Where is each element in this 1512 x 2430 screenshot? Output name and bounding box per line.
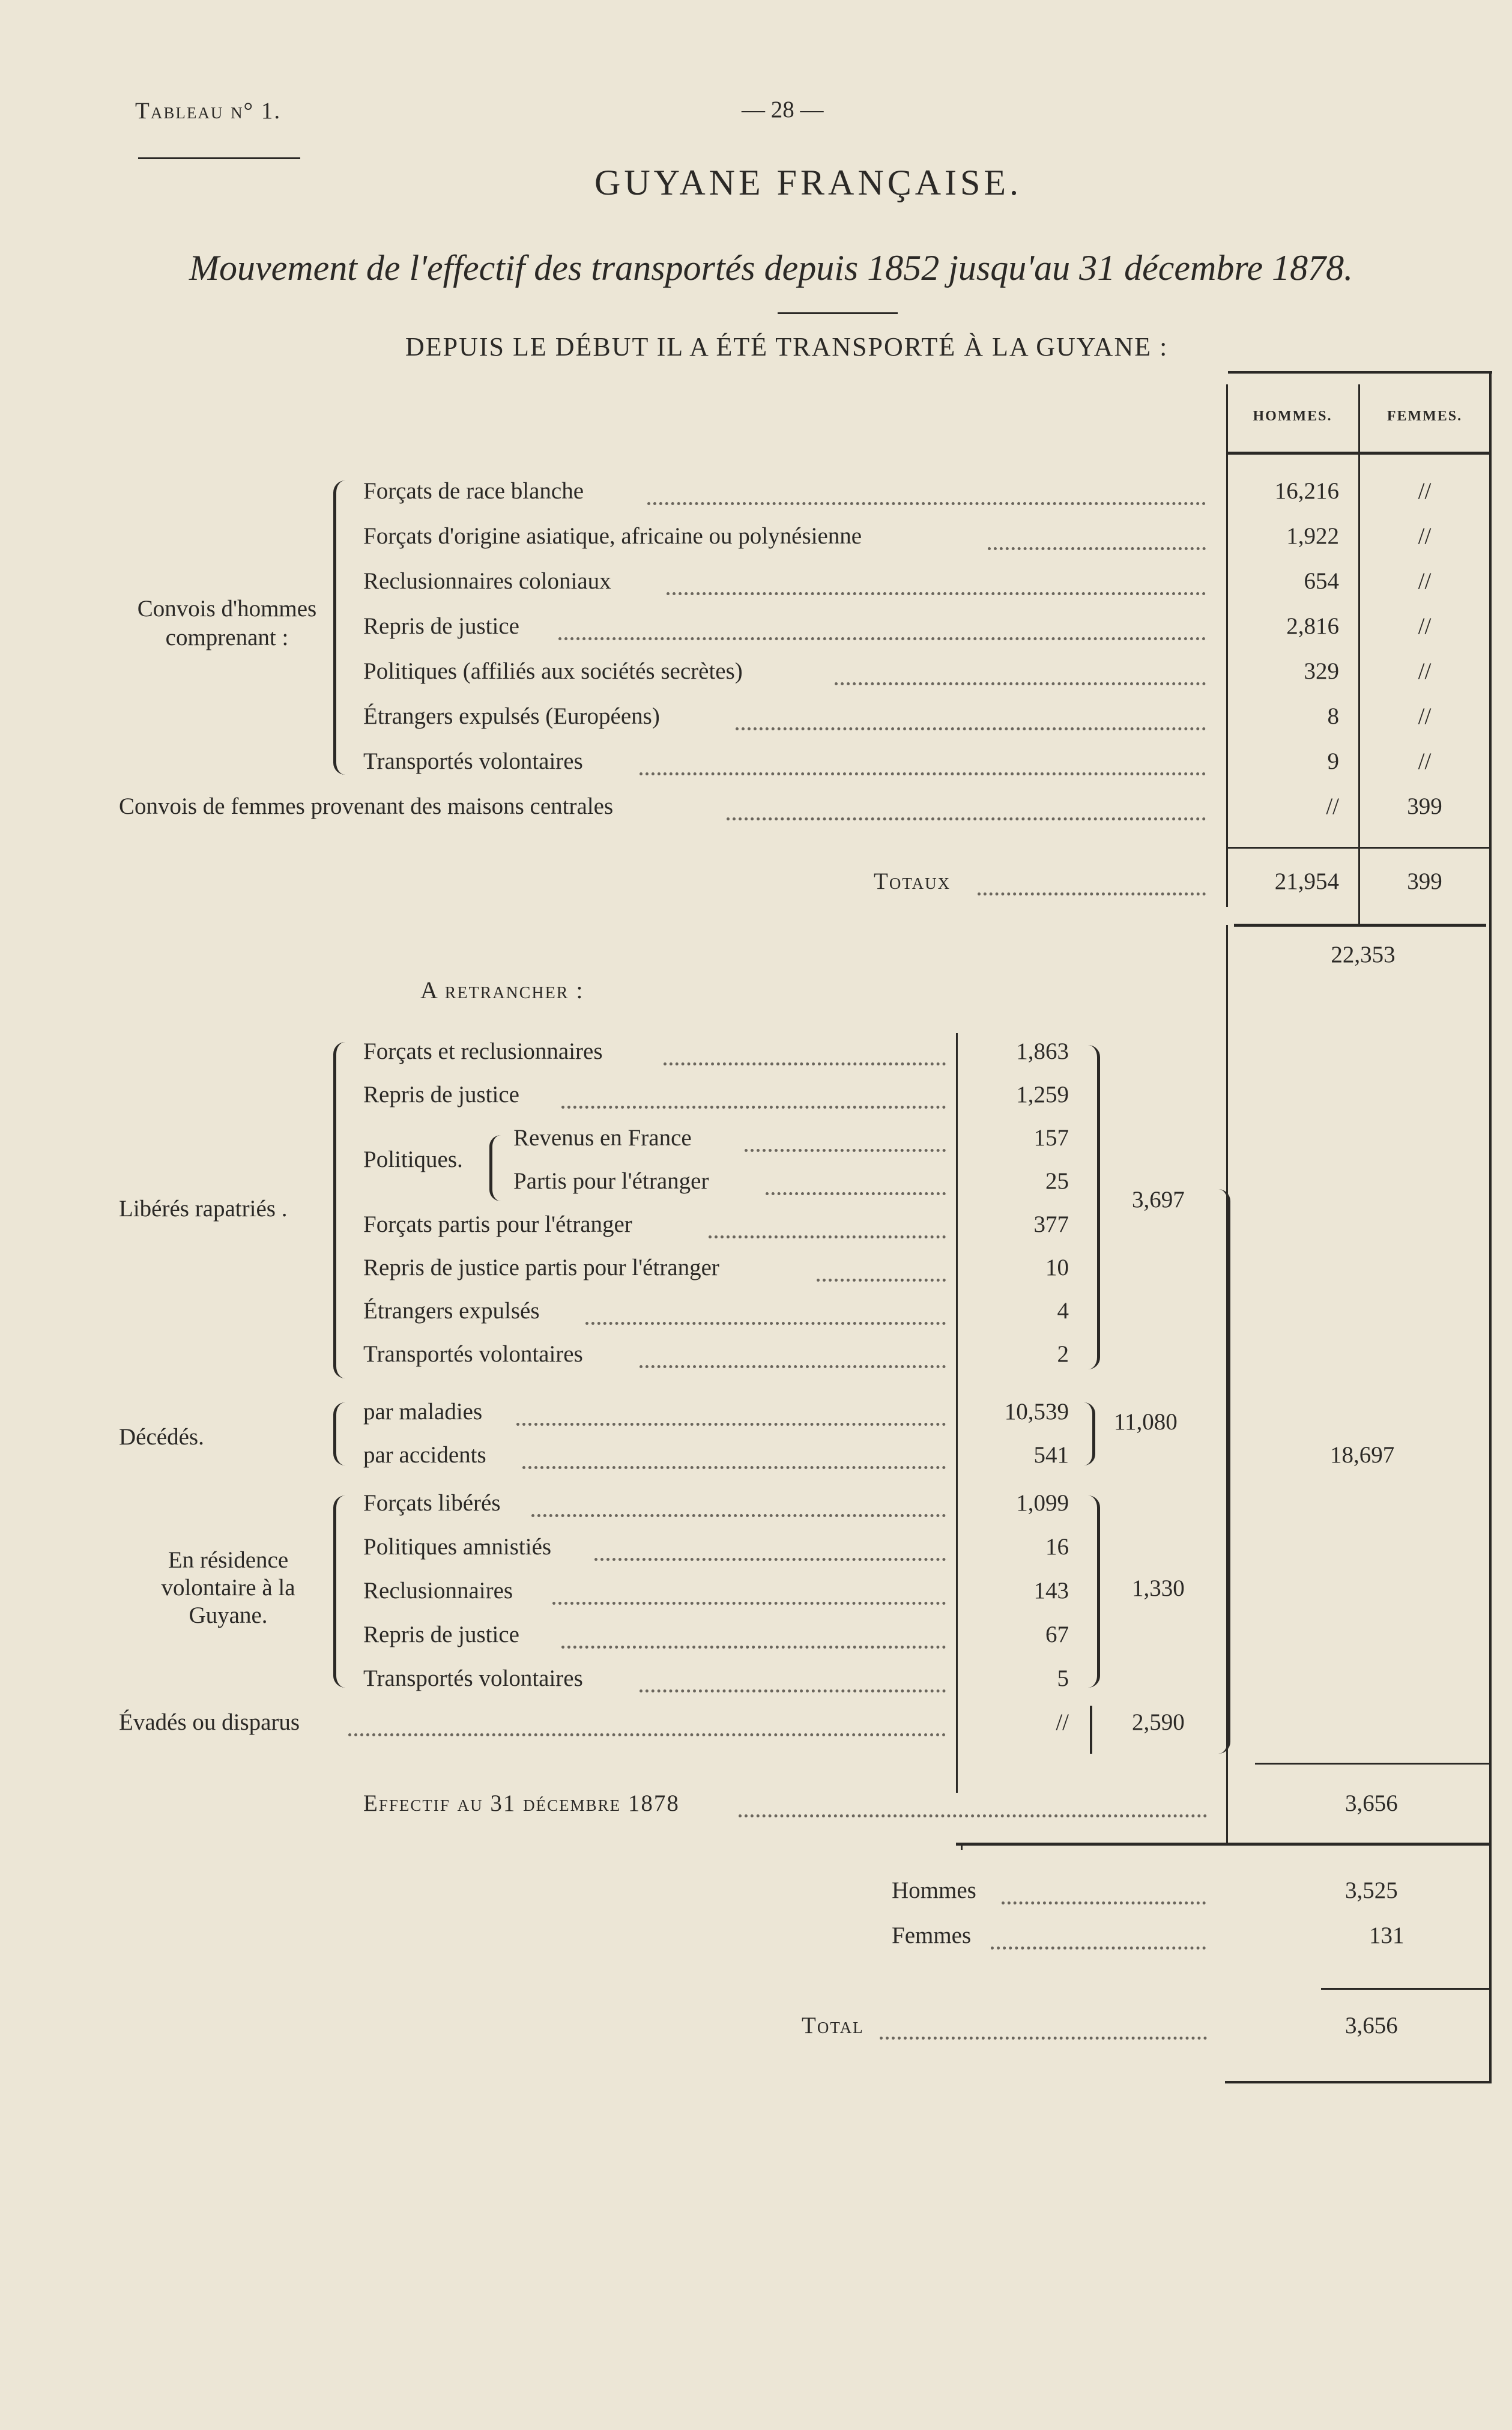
value-cell: 1,099 bbox=[1016, 1490, 1069, 1516]
totaux-hommes: 21,954 bbox=[1274, 868, 1339, 894]
value-cell: 143 bbox=[1033, 1578, 1069, 1604]
value-cell: 1,863 bbox=[1016, 1038, 1069, 1064]
femmes-value: // bbox=[1418, 703, 1432, 729]
femmes-value: // bbox=[1418, 478, 1432, 504]
effectif-bottom-rule bbox=[956, 1843, 1490, 1846]
value-cell: 1,259 bbox=[1016, 1082, 1069, 1107]
effectif-top-rule bbox=[1255, 1763, 1489, 1765]
convois-brace bbox=[333, 480, 348, 775]
tableau-label: Tableau n° 1. bbox=[135, 98, 282, 124]
liberes-right-brace bbox=[1084, 1045, 1100, 1369]
page-title: GUYANE FRANÇAISE. bbox=[594, 163, 1023, 202]
frame-top bbox=[1228, 371, 1492, 374]
frame-bottom bbox=[1225, 2081, 1492, 2083]
value-cell: 2 bbox=[1057, 1341, 1069, 1367]
value-cell: 5 bbox=[1057, 1665, 1069, 1691]
effectif-hommes-value: 3,525 bbox=[1345, 1877, 1398, 1903]
col-divider-mid bbox=[1358, 384, 1360, 925]
value-cell: 541 bbox=[1033, 1442, 1069, 1468]
grand-total-rule bbox=[1234, 924, 1486, 927]
evades-subtotal: 2,590 bbox=[1132, 1709, 1185, 1735]
liberes-label: Libérés rapatriés . bbox=[119, 1196, 288, 1222]
hommes-value: 654 bbox=[1304, 568, 1339, 594]
residence-right-brace bbox=[1084, 1495, 1100, 1688]
residence-brace bbox=[333, 1495, 348, 1688]
totaux-femmes: 399 bbox=[1407, 868, 1442, 894]
ornament-rule bbox=[138, 157, 300, 159]
col-header-femmes: FEMMES. bbox=[1387, 408, 1463, 424]
femmes-value: 399 bbox=[1407, 793, 1442, 819]
liberes-subtotal: 3,697 bbox=[1132, 1187, 1185, 1213]
liberes-brace bbox=[333, 1042, 348, 1378]
decedes-brace bbox=[333, 1402, 346, 1465]
femmes-value: // bbox=[1418, 613, 1432, 639]
effectif-value: 3,656 bbox=[1345, 1790, 1398, 1816]
hommes-value: 8 bbox=[1327, 703, 1339, 729]
retranche-big-brace bbox=[1213, 1189, 1230, 1754]
page-subtitle: Mouvement de l'effectif des transportés depuis 1852 jusqu'au 31 décembre 1878. bbox=[189, 248, 1353, 288]
value-cell: 10,539 bbox=[1004, 1399, 1069, 1425]
grand-total: 22,353 bbox=[1331, 942, 1396, 968]
totaux-rule bbox=[1228, 847, 1489, 849]
hommes-value: 329 bbox=[1304, 658, 1339, 684]
residence-label: En résidence volontaire à la Guyane. bbox=[161, 1547, 295, 1628]
col-header-hommes: HOMMES. bbox=[1253, 408, 1332, 424]
hommes-value: 16,216 bbox=[1274, 478, 1339, 504]
value-cell: // bbox=[1056, 1709, 1069, 1735]
decedes-right-brace bbox=[1084, 1402, 1095, 1465]
effectif-total-value: 3,656 bbox=[1345, 2013, 1398, 2038]
decedes-subtotal: 11,080 bbox=[1114, 1409, 1178, 1435]
hommes-value: // bbox=[1326, 793, 1339, 819]
col-divider-values bbox=[956, 1033, 958, 1793]
femmes-value: // bbox=[1418, 658, 1432, 684]
value-cell: 10 bbox=[1045, 1255, 1069, 1280]
decedes-label: Décédés. bbox=[119, 1424, 204, 1450]
hommes-value: 2,816 bbox=[1286, 613, 1339, 639]
col-divider-left bbox=[1226, 384, 1228, 907]
value-cell: 4 bbox=[1057, 1298, 1069, 1324]
page-number: — 28 — bbox=[742, 97, 824, 123]
retrancher-heading: A retrancher : bbox=[420, 977, 584, 1004]
residence-subtotal: 1,330 bbox=[1132, 1575, 1185, 1601]
total-retranche: 18,697 bbox=[1330, 1442, 1395, 1468]
frame-right bbox=[1489, 371, 1492, 2083]
header-rule bbox=[1228, 452, 1489, 455]
value-cell: 67 bbox=[1045, 1622, 1069, 1647]
value-cell: 377 bbox=[1033, 1211, 1069, 1237]
section-heading: DEPUIS LE DÉBUT IL A ÉTÉ TRANSPORTÉ À LA GUYANE : bbox=[405, 332, 1169, 362]
convois-group-label: Convois d'hommes comprenant : bbox=[137, 596, 317, 650]
value-cell: 16 bbox=[1045, 1534, 1069, 1560]
hommes-value: 1,922 bbox=[1286, 523, 1339, 549]
femmes-value: // bbox=[1418, 748, 1432, 774]
politiques-brace bbox=[489, 1135, 501, 1201]
value-cell: 157 bbox=[1033, 1125, 1069, 1151]
effectif-femmes-value: 131 bbox=[1369, 1922, 1405, 1948]
hommes-value: 9 bbox=[1327, 748, 1339, 774]
total-rule bbox=[1321, 1988, 1489, 1990]
subtitle-rule bbox=[778, 312, 898, 314]
value-cell: 25 bbox=[1045, 1168, 1069, 1194]
femmes-value: // bbox=[1418, 523, 1432, 549]
femmes-value: // bbox=[1418, 568, 1432, 594]
politiques-label: Politiques. bbox=[363, 1147, 463, 1172]
